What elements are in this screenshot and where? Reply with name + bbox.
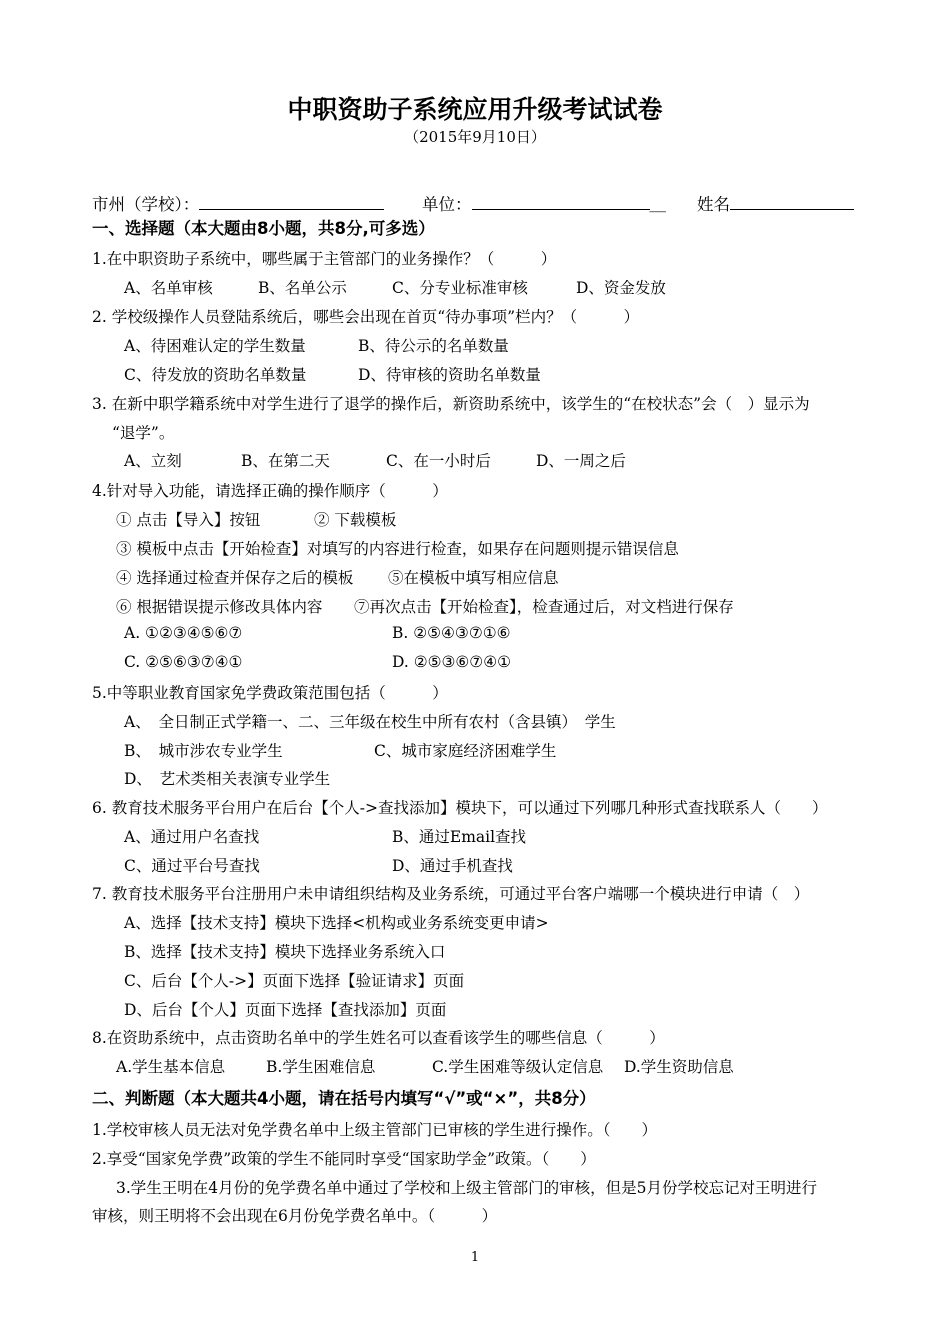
q1-5-option-d: D、 艺术类相关表演专业学生 xyxy=(124,770,331,788)
q1-3-option-b: B、在第二天 xyxy=(241,452,330,470)
question-1-3-cont: “退学”。 xyxy=(112,424,175,442)
question-1-1: 1.在中职资助子系统中，哪些属于主管部门的业务操作？（ ） xyxy=(92,250,557,268)
unit-blank xyxy=(472,191,650,210)
q1-1-option-c: C、分专业标准审核 xyxy=(392,279,528,297)
question-1-5: 5.中等职业教育国家免学费政策范围包括（ ） xyxy=(92,684,448,702)
q1-6-option-c: C、通过平台号查找 xyxy=(124,857,260,875)
q1-4-option-d: D. ②⑤③⑥⑦④① xyxy=(392,653,511,671)
q1-2-option-d: D、待审核的资助名单数量 xyxy=(358,366,541,384)
q1-8-option-b: B.学生困难信息 xyxy=(266,1058,376,1076)
city-school-label: 市州（学校）： xyxy=(92,195,200,214)
q1-5-option-c: C、城市家庭经济困难学生 xyxy=(374,742,557,760)
unit-field xyxy=(422,191,666,215)
question-1-3: 3. 在新中职学籍系统中对学生进行了退学的操作后，新资助系统中，该学生的“在校状态”会（ ）显示为 xyxy=(92,395,810,413)
name-field xyxy=(697,191,854,215)
exam-title: 中职资助子系统应用升级考试试卷 xyxy=(287,95,663,124)
q1-3-option-c: C、在一小时后 xyxy=(386,452,491,470)
q1-4-step-7: ⑦再次点击【开始检查】，检查通过后，对文档进行保存 xyxy=(354,598,734,616)
q1-1-option-a: A、名单审核 xyxy=(124,279,213,297)
q1-4-step-6: ⑥ 根据错误提示修改具体内容 xyxy=(116,598,323,616)
q1-3-option-a: A、立刻 xyxy=(124,452,182,470)
question-1-2: 2. 学校级操作人员登陆系统后，哪些会出现在首页“待办事项”栏内？（ ） xyxy=(92,308,640,326)
question-1-6: 6. 教育技术服务平台用户在后台【个人->查找添加】模块下，可以通过下列哪几种形式查找联系人（ ） xyxy=(92,799,828,817)
q1-6-option-a: A、通过用户名查找 xyxy=(124,828,260,846)
q1-2-option-a: A、待困难认定的学生数量 xyxy=(124,337,306,355)
question-2-3-cont: 审核，则王明将不会出现在6月份免学费名单中。（ ） xyxy=(92,1207,498,1225)
q1-4-step-2: ② 下载模板 xyxy=(314,511,397,529)
q1-4-step-1: ① 点击【导入】按钮 xyxy=(116,511,261,529)
q1-4-option-c: C. ②⑤⑥③⑦④① xyxy=(124,653,243,671)
q1-4-step-3: ③ 模板中点击【开始检查】对填写的内容进行检查，如果存在问题则提示错误信息 xyxy=(116,540,679,558)
exam-date: （2015年9月10日） xyxy=(404,128,546,146)
q1-4-option-b: B. ②⑤④③⑦①⑥ xyxy=(392,624,511,642)
section1-heading: 一、选择题（本大题由8小题，共8分,可多选） xyxy=(92,219,435,238)
q1-1-option-d: D、资金发放 xyxy=(576,279,666,297)
q1-4-step-4: ④ 选择通过检查并保存之后的模板 xyxy=(116,569,354,587)
city-school-field xyxy=(92,191,384,215)
q1-7-option-c: C、后台【个人->】页面下选择【验证请求】页面 xyxy=(124,972,465,990)
q1-5-option-a: A、 全日制正式学籍一、二、三年级在校生中所有农村（含县镇） 学生 xyxy=(124,713,616,731)
q1-5-option-b: B、 城市涉农专业学生 xyxy=(124,742,283,760)
question-2-3: 3.学生王明在4月份的免学费名单中通过了学校和上级主管部门的审核，但是5月份学校忘记对王明进行 xyxy=(116,1179,818,1197)
q1-8-option-c: C.学生困难等级认定信息 xyxy=(432,1058,604,1076)
q1-2-option-c: C、待发放的资助名单数量 xyxy=(124,366,307,384)
q1-8-option-d: D.学生资助信息 xyxy=(624,1058,734,1076)
q1-7-option-b: B、选择【技术支持】模块下选择业务系统入口 xyxy=(124,943,446,961)
question-1-7: 7. 教育技术服务平台注册用户未申请组织结构及业务系统，可通过平台客户端哪一个模块进行申请（ ） xyxy=(92,885,810,903)
unit-label: 单位： xyxy=(422,195,472,214)
q1-4-option-a: A. ①②③④⑤⑥⑦ xyxy=(124,624,243,642)
q1-4-step-5: ⑤在模板中填写相应信息 xyxy=(388,569,559,587)
q1-1-option-b: B、名单公示 xyxy=(258,279,347,297)
q1-2-option-b: B、待公示的名单数量 xyxy=(358,337,509,355)
section2-heading: 二、判断题（本大题共4小题，请在括号内填写“√”或“×”，共8分） xyxy=(92,1089,596,1108)
question-1-8: 8.在资助系统中，点击资助名单中的学生姓名可以查看该学生的哪些信息（ ） xyxy=(92,1029,665,1047)
page-number: 1 xyxy=(470,1250,480,1265)
question-2-1: 1.学校审核人员无法对免学费名单中上级主管部门已审核的学生进行操作。（ ） xyxy=(92,1121,658,1139)
question-2-2: 2.享受“国家免学费”政策的学生不能同时享受“国家助学金”政策。（ ） xyxy=(92,1150,596,1168)
unit-suffix: ＿ xyxy=(649,195,666,214)
q1-7-option-a: A、选择【技术支持】模块下选择<机构或业务系统变更申请> xyxy=(124,914,549,932)
name-blank xyxy=(730,191,854,210)
q1-8-option-a: A.学生基本信息 xyxy=(116,1058,226,1076)
question-1-4: 4.针对导入功能，请选择正确的操作顺序（ ） xyxy=(92,482,448,500)
q1-7-option-d: D、后台【个人】页面下选择【查找添加】页面 xyxy=(124,1001,447,1019)
name-label: 姓名 xyxy=(697,195,730,214)
city-school-blank xyxy=(199,191,384,210)
q1-6-option-d: D、通过手机查找 xyxy=(392,857,513,875)
q1-6-option-b: B、通过Email查找 xyxy=(392,828,527,846)
q1-3-option-d: D、一周之后 xyxy=(536,452,626,470)
